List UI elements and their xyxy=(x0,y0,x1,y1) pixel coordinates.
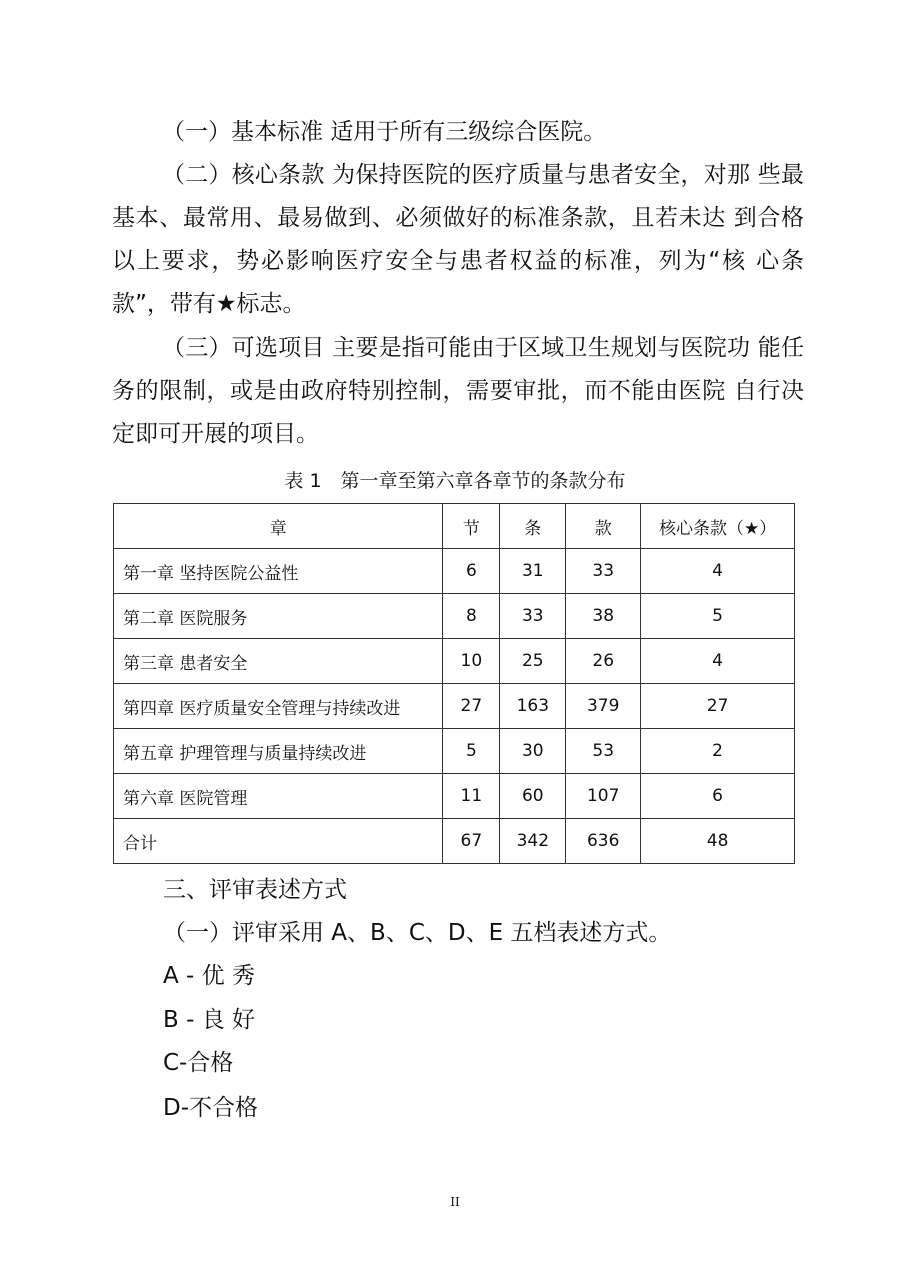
section-count-cell: 5 xyxy=(443,729,500,774)
section-heading: 三、评审表述方式 xyxy=(163,877,347,903)
paragraph-core-clauses: （二）核心条款 为保持医院的医疗质量与患者安全，对那 些最基本、最常用、最易做到、必须做好的标准条款，且若未达 到合格以上要求，势必影响医疗安全与患者权益的标准，列为“核 心条款”，带有★标志。 xyxy=(112,162,804,317)
core-clause-count-cell: 27 xyxy=(641,684,795,729)
table-total-row xyxy=(114,819,795,864)
clause-count-cell: 26 xyxy=(566,639,641,684)
chapter-name-cell: 第一章 坚持医院公益性 xyxy=(114,549,443,594)
table-row xyxy=(114,774,795,819)
core-clause-total-cell: 48 xyxy=(641,819,795,864)
clause-count-cell: 33 xyxy=(566,549,641,594)
table-header-row xyxy=(114,504,795,549)
header-core-clause: 核心条款（★） xyxy=(641,504,795,549)
article-count-cell: 163 xyxy=(500,684,566,729)
core-clause-count-cell: 4 xyxy=(641,549,795,594)
chapter-name-cell: 第六章 医院管理 xyxy=(114,774,443,819)
table-row xyxy=(114,729,795,774)
grade-a: A - 优 秀 xyxy=(163,963,255,989)
article-count-cell: 60 xyxy=(500,774,566,819)
core-clause-count-cell: 2 xyxy=(641,729,795,774)
clause-total-cell: 636 xyxy=(566,819,641,864)
table-row xyxy=(114,594,795,639)
article-count-cell: 33 xyxy=(500,594,566,639)
clause-count-cell: 107 xyxy=(566,774,641,819)
article-total-cell: 342 xyxy=(500,819,566,864)
table-row xyxy=(114,549,795,594)
section-count-cell: 11 xyxy=(443,774,500,819)
section-count-cell: 6 xyxy=(443,549,500,594)
header-section: 节 xyxy=(443,504,500,549)
page-number: II xyxy=(450,1195,460,1209)
chapter-name-cell: 第五章 护理管理与质量持续改进 xyxy=(114,729,443,774)
paragraph-optional-items: （三）可选项目 主要是指可能由于区域卫生规划与医院功 能任务的限制，或是由政府特别控制，需要审批，而不能由医院 自行决定即可开展的项目。 xyxy=(112,335,804,447)
table-row xyxy=(114,639,795,684)
section-count-cell: 10 xyxy=(443,639,500,684)
article-count-cell: 25 xyxy=(500,639,566,684)
core-clause-count-cell: 5 xyxy=(641,594,795,639)
section-intro: （一）评审采用 A、B、C、D、E 五档表述方式。 xyxy=(163,920,672,946)
section-total-cell: 67 xyxy=(443,819,500,864)
header-article: 条 xyxy=(500,504,566,549)
clause-count-cell: 53 xyxy=(566,729,641,774)
section-count-cell: 27 xyxy=(443,684,500,729)
article-count-cell: 30 xyxy=(500,729,566,774)
clause-count-cell: 379 xyxy=(566,684,641,729)
table-row xyxy=(114,684,795,729)
chapter-name-cell: 第二章 医院服务 xyxy=(114,594,443,639)
clause-count-cell: 38 xyxy=(566,594,641,639)
grade-c: C-合格 xyxy=(163,1050,234,1076)
chapter-name-cell: 第三章 患者安全 xyxy=(114,639,443,684)
header-chapter: 章 xyxy=(114,504,443,549)
paragraph-basic-standard: （一）基本标准 适用于所有三级综合医院。 xyxy=(162,119,607,145)
total-label-cell: 合计 xyxy=(114,819,443,864)
chapter-name-cell: 第四章 医疗质量安全管理与持续改进 xyxy=(114,684,443,729)
header-clause: 款 xyxy=(566,504,641,549)
article-count-cell: 31 xyxy=(500,549,566,594)
grade-b: B - 良 好 xyxy=(163,1007,256,1033)
section-count-cell: 8 xyxy=(443,594,500,639)
core-clause-count-cell: 4 xyxy=(641,639,795,684)
clause-distribution-table xyxy=(113,503,795,864)
table-caption: 表 1 第一章至第六章各章节的条款分布 xyxy=(284,470,626,492)
core-clause-count-cell: 6 xyxy=(641,774,795,819)
grade-d: D-不合格 xyxy=(163,1095,259,1121)
